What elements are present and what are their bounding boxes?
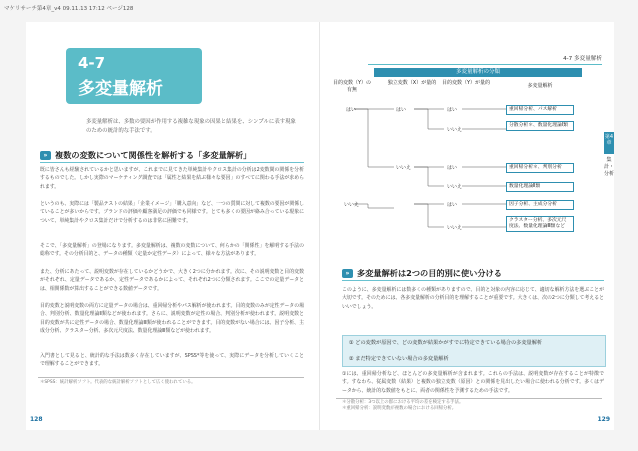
figure-yes-x1: はい xyxy=(396,107,407,113)
section-underline xyxy=(40,162,304,163)
figure-leaf-4: 数量化理論Ⅱ類 xyxy=(506,182,574,192)
figure-leaf-6: クラスター分析、多次元尺度法、数量化理論Ⅲ類など xyxy=(506,216,574,232)
running-header: 4-7 多変量解析 xyxy=(563,56,602,62)
body-paragraph-3: そこで、「多変量解析」の登場になります。多変量解析は、複数の変数について、何らかの「関係性」を解明する手法の総称です。その分析目的と、データの種類（定量か定性データ）によって、様々な方法があります。 xyxy=(40,243,304,258)
footnote-rule xyxy=(336,398,602,399)
chapter-title-box xyxy=(66,48,202,104)
figure-no-x1: いいえ xyxy=(396,165,412,171)
figure-yes-y1: はい xyxy=(447,107,458,113)
section-heading-right xyxy=(342,268,502,279)
body-paragraph-2: というのも、実際には「製品テストの結果」「企業イメージ」「購入意向」など、一つの質問に対して複数の要因が関係していることが多いからです。ブランドの評価や顧客満足の評価でも同様です。とても多くの要因が絡み合っている現象について、単純集計やクロス集計だけで分析するのは非常に困難です。 xyxy=(40,201,304,224)
section-heading-text: 多変量解析は2つの目的別に使い分ける xyxy=(357,268,502,278)
body-paragraph-6: 入門書として見ると、統計的な手法は数多く存在していますが、SPSS*等を使って、実際にデータを分析していくことで理解することができます。 xyxy=(40,353,304,368)
section-underline xyxy=(342,280,604,281)
chapter-number: 4-7 xyxy=(78,54,106,72)
figure-leaf-3: 重回帰分析＊、判別分析 xyxy=(506,163,574,173)
print-header-stamp: マケリサーチ第4章_v4 09.11.13 17:12 ページ128 xyxy=(4,6,134,12)
page-number-right: 129 xyxy=(597,416,610,423)
book-spread xyxy=(26,22,614,430)
figure-col-target: 目的変数（Y）の有無 xyxy=(332,80,372,93)
section-arrow-icon: » xyxy=(40,151,51,160)
figure-leaf-5: 因子分析、主成分分析 xyxy=(506,200,574,210)
body-paragraph-right-1: このように、多変量解析には数多くの種類がありますので、目的と対象の内容に応じて、適切な解析方法を選ぶことが大切です。そのためには、各多変量解析の分析目的を理解することが重要です。大きくは、次の2つに分類して考えるといいでしょう。 xyxy=(342,287,604,310)
footnote-right-2: ＊重回帰分析：説明変数が複数の場合における回帰分析。 xyxy=(342,406,457,411)
highlight-box xyxy=(342,335,606,367)
figure-no-target: いいえ xyxy=(344,202,360,208)
figure-leaf-2: 分散分析＊、数量化理論Ⅰ類 xyxy=(506,121,574,131)
left-page xyxy=(26,22,316,430)
footnote: ＊SPSS：統計解析ソフト。代表的な統計解析ソフトとして広く使われている。 xyxy=(40,380,196,385)
highlight-item-2: ② まだ特定できていない場合の多変量解析 xyxy=(349,356,449,362)
page-number-left: 128 xyxy=(30,416,43,423)
figure-no-y3: いいえ xyxy=(447,225,463,231)
chapter-side-label: 集計・分析 xyxy=(604,157,615,177)
chapter-intro: 多変量解析は、多数の要因が作用する複雑な現象の因果と結果を、シンプルに表す現象のための統計的な手法です。 xyxy=(86,119,296,134)
figure-leaf-1: 重回帰分析、パス解析 xyxy=(506,105,574,115)
figure-no-y2: いいえ xyxy=(447,184,463,190)
figure-yes-y2: はい xyxy=(447,165,458,171)
figure-no-y1: いいえ xyxy=(447,127,463,133)
chapter-title: 多変量解析 xyxy=(78,79,163,99)
section-arrow-icon: » xyxy=(342,269,353,278)
body-paragraph-5: 目的変数と説明変数の両方に定量データの場合は、重回帰分析やパス解析が使われます。目的変数のみが定性データの場合、判別分析、数量化理論Ⅱ類などが使われます。さらに、説明変数が定性の場合、判別分析が使われます。説明変数と目的変数が共に定性データの場合、数量化理論Ⅲ類が使われることができます。目的変数がない場合には、因子分析、主成分分析、クラスター分析、多次元尺度法、数量化理論Ⅲ類などが使われます。 xyxy=(40,303,304,334)
body-paragraph-4: また、分析にあたって、説明変数が存在しているかどうかで、大きく2つに分かれます。次に、その説明変数と目的変数がそれぞれ、定量データであるか、定性データであるかによって、それぞれ2つに分類されます。ここでの定量データとは、相関係数が算出することができる数値データです。 xyxy=(40,269,304,292)
figure-col-method: 多変量解析 xyxy=(527,83,553,89)
section-heading-left xyxy=(40,150,251,161)
body-paragraph-right-2: ①には、重回帰分析など、ほとんどの多変量解析が含まれます。これらの手法は、説明変数が存在することが特徴です。すなわち、従属変数（結果）と複数の独立変数（原因）との関係を見出したい場合に使われる分析です。多くはデータから、統計的な数値をもとに、両者の関係性を予測するための手法です。 xyxy=(342,371,604,394)
figure-col-x: 独立変数（X）が量的 xyxy=(387,80,437,86)
footnote-right-1: ＊分散分析：3つ以上の群における平均の差を検定する手法。 xyxy=(342,400,464,405)
chapter-side-tab: 第4章 xyxy=(604,132,614,154)
highlight-item-1: ① どの変数が原因で、どの変数が結果かがすでに特定できている場合の多変量解析 xyxy=(349,340,543,346)
footnote-rule xyxy=(38,377,304,378)
gutter xyxy=(319,22,320,430)
right-page xyxy=(324,22,614,430)
figure-title: 多変量解析の分類 xyxy=(374,68,582,77)
figure-col-y: 目的変数（Y）が量的 xyxy=(441,80,491,86)
body-paragraph-1: 既に皆さんも経験されているかと思いますが、これまでに見てきた単純集計やクロス集計の分析は2変数間の関係を分析するものでした。しかし実際のマーケティング調査では「属性と結果を結ぶ様々な要因」のすべてに関わる手法が求められます。 xyxy=(40,167,304,190)
section-heading-text: 複数の変数について関係性を解析する「多変量解析」 xyxy=(55,150,252,160)
figure-yes-target: はい xyxy=(346,107,357,113)
figure-yes-y3: はい xyxy=(447,202,458,208)
